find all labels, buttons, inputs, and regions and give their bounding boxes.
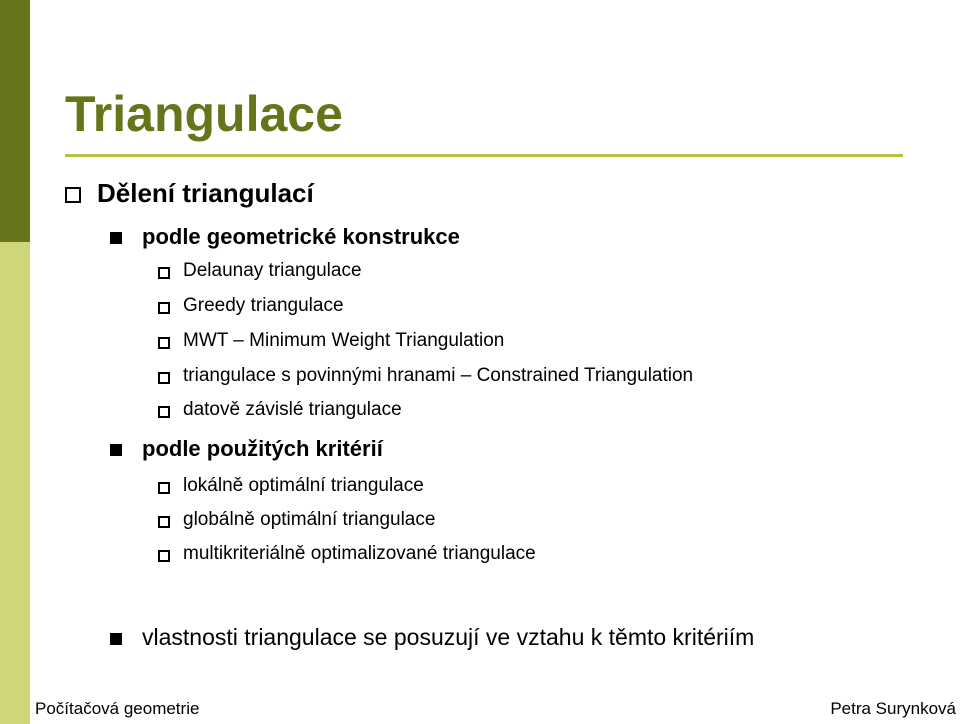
bullet-level1-text: Dělení triangulací: [97, 178, 314, 208]
list-item-text: Delaunay triangulace: [183, 260, 362, 281]
footer-author: Petra Surynková: [830, 699, 956, 718]
hollow-square-bullet-icon: [158, 267, 170, 279]
solid-square-bullet-icon: [110, 444, 122, 456]
list-item-text: multikriteriálně optimalizované triangulace: [183, 543, 536, 564]
closing-text: vlastnosti triangulace se posuzují ve vztahu k těmto kritériím: [142, 624, 755, 650]
title-underline: [65, 154, 903, 157]
hollow-square-bullet-icon: [65, 187, 81, 203]
list-item-text: lokálně optimální triangulace: [183, 475, 424, 496]
hollow-square-bullet-icon: [158, 302, 170, 314]
list-item-text: MWT – Minimum Weight Triangulation: [183, 330, 505, 351]
hollow-square-bullet-icon: [158, 482, 170, 494]
group2-heading-text: podle použitých kritérií: [142, 436, 383, 461]
solid-square-bullet-icon: [110, 232, 122, 244]
hollow-square-bullet-icon: [158, 550, 170, 562]
hollow-square-bullet-icon: [158, 406, 170, 418]
hollow-square-bullet-icon: [158, 372, 170, 384]
footer-course-name: Počítačová geometrie: [35, 699, 200, 718]
hollow-square-bullet-icon: [158, 516, 170, 528]
list-item-text: Greedy triangulace: [183, 295, 344, 316]
hollow-square-bullet-icon: [158, 337, 170, 349]
left-accent-bar-top: [0, 0, 30, 242]
list-item-text: datově závislé triangulace: [183, 399, 402, 420]
group1-heading-text: podle geometrické konstrukce: [142, 224, 460, 249]
list-item-text: triangulace s povinnými hranami – Constrained Triangulation: [183, 365, 694, 386]
list-item-text: globálně optimální triangulace: [183, 509, 436, 530]
slide-title: Triangulace: [65, 86, 343, 142]
left-accent-bar-bottom: [0, 242, 30, 724]
solid-square-bullet-icon: [110, 633, 122, 645]
